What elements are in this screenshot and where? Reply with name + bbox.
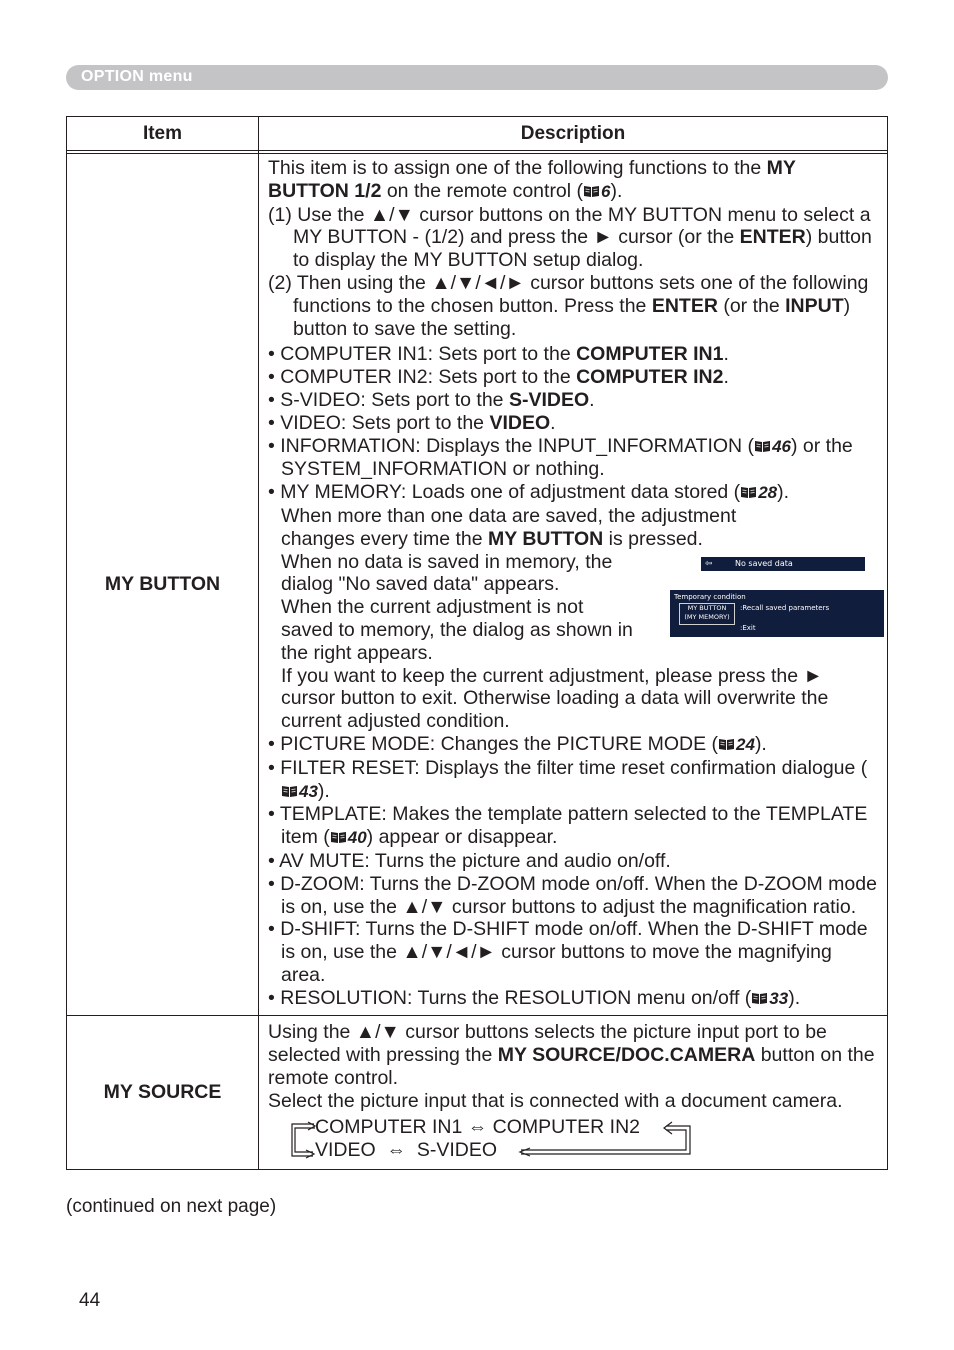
- page-ref: 28: [740, 481, 777, 505]
- book-icon: [281, 784, 298, 798]
- memory-line-6: When the current adjustment is not: [281, 596, 584, 619]
- bullet-resolution: • RESOLUTION: Turns the RESOLUTION menu on/off ( 33).: [268, 986, 801, 1009]
- book-icon: [754, 439, 771, 453]
- dialog-exit-option: :Exit: [740, 623, 756, 632]
- table-row-my-button: [67, 154, 888, 1016]
- memory-line-2: When more than one data are saved, the adjustment: [281, 504, 737, 527]
- book-icon: [718, 737, 735, 751]
- page-number: 44: [79, 1290, 101, 1311]
- bullet-av-mute: • AV MUTE: Turns the picture and audio on/off.: [268, 849, 671, 872]
- temporary-condition-dialog: [670, 590, 884, 637]
- my-source-text-2: Select the picture input that is connected with a document camera.: [268, 1089, 843, 1112]
- dialog-box-line-1: MY BUTTON: [687, 603, 727, 612]
- step-1: (1) Use the ▲/▼ cursor buttons on the MY BUTTON menu to select a MY BUTTON - (1/2) and press the ► cursor (or the ENTER) button to display the MY BUTTON setup dialog.: [268, 203, 872, 272]
- option-table: [66, 116, 888, 1170]
- header-description: Description: [259, 117, 888, 151]
- bullet-information: • INFORMATION: Displays the INPUT_INFORMATION ( 46) or the SYSTEM_INFORMATION or nothing.: [268, 434, 853, 481]
- page-ref: 24: [718, 733, 755, 757]
- dialog-button-box: [679, 603, 735, 625]
- memory-line-9: If you want to keep the current adjustment, please press the ► cursor button to exit. Otherwise loading a data will overwrite the current adjusted condition.: [281, 664, 829, 733]
- book-icon: [751, 991, 768, 1005]
- dialog-box-line-2: (MY MEMORY): [684, 612, 730, 621]
- table-header-row: [67, 117, 888, 151]
- no-saved-data-dialog: [701, 557, 865, 571]
- memory-line-8: the right appears.: [281, 641, 433, 664]
- item-my-button: MY BUTTON: [67, 154, 259, 1016]
- my-source-text: Using the ▲/▼ cursor buttons selects the picture input port to be selected with pressing the MY SOURCE/DOC.CAMERA button on the remote control.: [268, 1021, 875, 1090]
- bullet-picture-mode: • PICTURE MODE: Changes the PICTURE MODE ( 24).: [268, 732, 767, 755]
- table-row-my-source: [67, 1016, 888, 1169]
- memory-line-7: saved to memory, the dialog as shown in: [281, 618, 633, 641]
- book-icon: [583, 184, 600, 198]
- section-title: OPTION menu: [81, 68, 193, 85]
- dialog-header: Temporary condition: [674, 592, 746, 601]
- page-ref: 40: [330, 826, 367, 850]
- cycle-line-2: VIDEO ⇔ S-VIDEO: [315, 1138, 498, 1161]
- no-saved-data-text: No saved data: [735, 558, 793, 568]
- desc-my-source: [259, 1016, 888, 1169]
- bullet-video: • VIDEO: Sets port to the VIDEO.: [268, 411, 556, 434]
- bullet-computer-in2: • COMPUTER IN2: Sets port to the COMPUTER IN2.: [268, 366, 729, 389]
- bullet-template: • TEMPLATE: Makes the template pattern selected to the TEMPLATE item ( 40) appear or disappear.: [268, 803, 868, 849]
- page-ref: 6: [583, 180, 610, 204]
- page-ref: 46: [754, 435, 791, 459]
- book-icon: [330, 830, 347, 844]
- book-icon: [740, 485, 757, 499]
- memory-line-3: changes every time the MY BUTTON is pressed.: [281, 527, 703, 550]
- page-ref: 33: [751, 987, 788, 1011]
- memory-line-4: When no data is saved in memory, the: [281, 550, 613, 573]
- bullet-my-memory: • MY MEMORY: Loads one of adjustment data stored ( 28).: [268, 481, 790, 504]
- back-arrow-icon: ⇦: [705, 558, 713, 569]
- bullet-filter-reset: • FILTER RESET: Displays the filter time reset confirmation dialogue (43).: [268, 756, 868, 802]
- continued-note: (continued on next page): [66, 1196, 277, 1217]
- section-banner: [66, 65, 888, 90]
- dialog-recall-option: :Recall saved parameters: [740, 603, 830, 612]
- memory-dialog-block: [268, 551, 879, 665]
- bullet-s-video: • S-VIDEO: Sets port to the S-VIDEO.: [268, 388, 595, 411]
- memory-line-5: dialog "No saved data" appears.: [281, 573, 560, 596]
- cycle-line-1: COMPUTER IN1 ⇔ COMPUTER IN2: [315, 1115, 641, 1138]
- desc-my-button: [259, 154, 888, 1016]
- intro-text: This item is to assign one of the following functions to the MY BUTTON 1/2 on the remote control ( 6).: [268, 157, 796, 202]
- bullet-computer-in1: • COMPUTER IN1: Sets port to the COMPUTER IN1.: [268, 343, 729, 366]
- bullet-d-shift: • D-SHIFT: Turns the D-SHIFT mode on/off. When the D-SHIFT mode is on, use the ▲/▼/◄/► cursor buttons to move the magnifying area.: [268, 918, 868, 986]
- step-2: (2) Then using the ▲/▼/◄/► cursor buttons sets one of the following functions to the chosen button. Press the ENTER (or the INPUT) button to save the setting.: [268, 271, 869, 340]
- input-cycle-diagram: [268, 1116, 879, 1164]
- header-item: Item: [67, 117, 259, 151]
- item-my-source: MY SOURCE: [67, 1016, 259, 1169]
- bullet-d-zoom: • D-ZOOM: Turns the D-ZOOM mode on/off. When the D-ZOOM mode is on, use the ▲/▼ cursor buttons to adjust the magnification ratio.: [268, 872, 877, 918]
- page-ref: 43: [281, 780, 318, 804]
